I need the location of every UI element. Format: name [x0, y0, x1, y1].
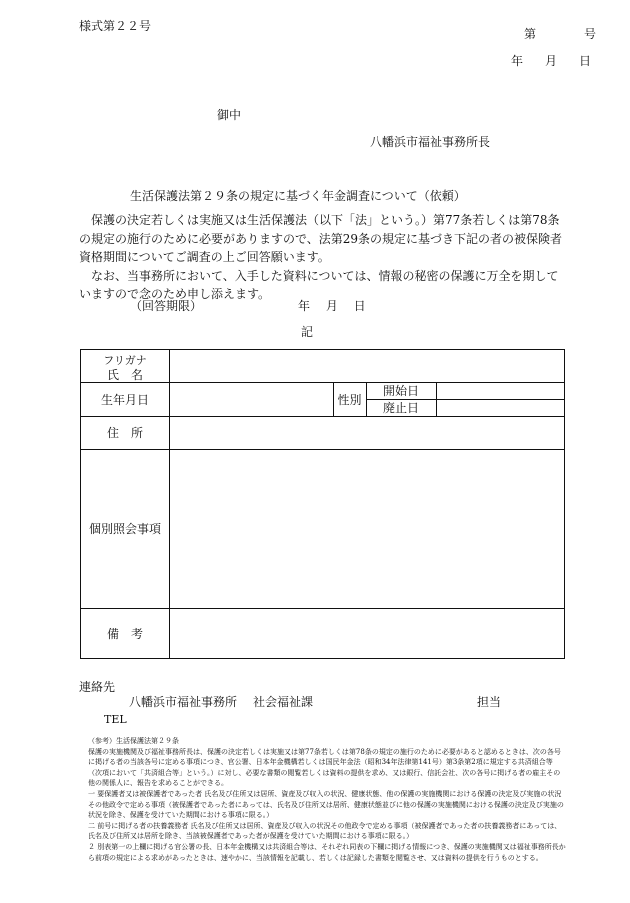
- address-label: 住 所: [106, 426, 143, 440]
- body-paragraph-2: なお、当事務所において、入手した資料については、情報の秘密の保護に万全を期していますので念のため申し添えます。: [79, 268, 559, 301]
- date-year: 年: [511, 54, 524, 68]
- reference-title: （参考）生活保護法第２９条: [88, 737, 179, 745]
- info-table: [80, 349, 565, 659]
- deadline-label: （回答期限）: [130, 299, 203, 313]
- furigana-label: フリガナ: [103, 353, 147, 367]
- sender-name: 八幡浜市福祉事務所長: [370, 135, 491, 149]
- body-paragraph-1: 保護の決定若しくは実施又は生活保護法（以下「法」という。）第77条若しくは第78条の規定の施行のために必要がありますので、法第29条の規定に基づき下記の者の被保険者資格期間についてご調査の上ご回答願います。: [79, 213, 563, 264]
- number-suffix: 号: [584, 27, 597, 41]
- birthdate-field[interactable]: [170, 383, 333, 416]
- contact-person-label: 担当: [477, 695, 502, 709]
- document-number: [524, 25, 596, 42]
- inquiry-label: 個別照会事項: [88, 522, 161, 536]
- name-field[interactable]: [170, 350, 564, 382]
- address-field[interactable]: [170, 417, 564, 449]
- name-label: 氏 名: [106, 367, 143, 382]
- sex-label: 性別: [337, 392, 362, 407]
- remarks-label: 備 考: [106, 626, 143, 641]
- reference-item-3: ２ 別表第一の上欄に掲げる官公署の長、日本年金機構又は共済組合等は、それぞれ同表の下欄に掲げる情報につき、保護の実施機関又は福祉事務所長から前項の規定による求めがあったときは、速やかに、当該情報を記載し、若しくは記録した書類を閲覧させ、又は資料の提供を行うものとする。: [88, 842, 566, 862]
- recipient-honorific: 御中: [217, 108, 242, 122]
- contact-department: 社会福祉課: [253, 695, 314, 709]
- inquiry-field[interactable]: [170, 450, 564, 608]
- remarks-field[interactable]: [170, 609, 564, 658]
- body-text: [79, 211, 565, 304]
- reference-notes: [88, 736, 566, 863]
- document-date: [511, 52, 591, 69]
- reference-main-clause: 保護の実施機関及び福祉事務所長は、保護の決定若しくは実施又は第77条若しくは第78条の規定の施行のために必要があると認めるときは、次の各号に掲げる者の当該各号に定める事項につき、官公署、日本年金機構若しくは国民年金法（昭和34年法律第141号）第3条第2項に規定する共済組合等（次項において「共済組合等」という。）に対し、必要な書類の閲覧若しくは資料の提供を求め、又は銀行、信託会社、次の各号に掲げる者の雇主その他の関係人に、報告を求めることができる。: [88, 747, 561, 788]
- date-day: 日: [579, 54, 592, 68]
- form-code: 様式第２２号: [79, 19, 152, 33]
- end-date-field[interactable]: [437, 400, 564, 416]
- contact-tel-label: TEL: [104, 713, 127, 726]
- document-title: 生活保護法第２９条の規定に基づく年金調査について（依頼）: [130, 189, 466, 203]
- reference-item-2: 二 前号に掲げる者の扶養義務者 氏名及び住所又は居所、資産及び収入の状況その他政令で定める事項（被保護者であった者の扶養義務者にあっては、氏名及び住所又は居所を除き、当該被保護者であった者が保護を受けていた期間における事項に限る。）: [88, 821, 562, 841]
- start-date-field[interactable]: [437, 383, 564, 399]
- reference-item-1: 一 要保護者又は被保護者であった者 氏名及び住所又は居所、資産及び収入の状況、健康状態、他の保護の実施機関における保護の決定及び実施の状況その他政令で定める事項（被保護者であった者にあっては、氏名及び住所又は居所、健康状態並びに他の保護の実施機関における保護の決定及び実施の状況を除き、保護を受けていた期間における事項に限る。）: [88, 789, 564, 820]
- end-date-label: 廃止日: [382, 401, 419, 415]
- contact-office: 八幡浜市福祉事務所: [129, 695, 238, 709]
- date-month: 月: [545, 54, 558, 68]
- ki-heading: 記: [301, 325, 314, 339]
- deadline-date: 年 月 日: [298, 299, 366, 313]
- start-date-label: 開始日: [382, 384, 419, 398]
- number-prefix: 第: [524, 27, 537, 41]
- birthdate-label: 生年月日: [100, 392, 149, 407]
- contact-heading: 連絡先: [79, 680, 116, 694]
